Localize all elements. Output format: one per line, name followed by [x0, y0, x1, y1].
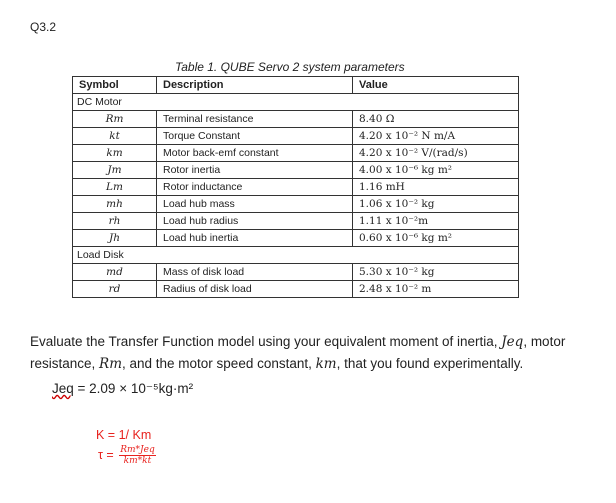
description-cell: Terminal resistance	[157, 111, 353, 128]
value-cell: 1.11 x 10⁻²m	[353, 213, 519, 230]
value-cell: 4.20 x 10⁻² V/(rad/s)	[353, 145, 519, 162]
table-header-row	[73, 77, 519, 94]
group-label: DC Motor	[73, 94, 519, 111]
table-row	[73, 196, 519, 213]
table-row	[73, 128, 519, 145]
symbol-cell: Rm	[73, 111, 157, 128]
symbol-cell: mh	[73, 196, 157, 213]
symbol-cell: rh	[73, 213, 157, 230]
table-row	[73, 179, 519, 196]
description-cell: Motor back-emf constant	[157, 145, 353, 162]
table-row	[73, 213, 519, 230]
question-part-2: , motor resistance,	[30, 334, 566, 371]
tau-label: τ =	[98, 447, 114, 462]
table-row	[73, 230, 519, 247]
symbol-rm: Rm	[99, 356, 122, 372]
parameters-table	[72, 76, 519, 298]
value-cell: 8.40 Ω	[353, 111, 519, 128]
question-part-4: , that you found experimentally.	[336, 356, 524, 371]
symbol-cell: kt	[73, 128, 157, 145]
description-cell: Radius of disk load	[157, 281, 353, 298]
value-cell: 5.30 x 10⁻² kg	[353, 264, 519, 281]
value-cell: 4.00 x 10⁻⁶ kg m²	[353, 162, 519, 179]
jeq-label: Jeq	[52, 381, 74, 396]
description-cell: Load hub radius	[157, 213, 353, 230]
question-number: Q3.2	[30, 20, 57, 34]
group-row-load-disk	[73, 247, 519, 264]
value-cell: 2.48 x 10⁻² m	[353, 281, 519, 298]
symbol-cell: rd	[73, 281, 157, 298]
header-symbol: Symbol	[73, 77, 157, 94]
question-part-3: , and the motor speed constant,	[122, 356, 316, 371]
description-cell: Mass of disk load	[157, 264, 353, 281]
description-cell: Rotor inductance	[157, 179, 353, 196]
table-row	[73, 145, 519, 162]
value-cell: 4.20 x 10⁻² N m/A	[353, 128, 519, 145]
question-part-1: Evaluate the Transfer Function model using your equivalent moment of inertia,	[30, 334, 502, 349]
gain-formula: K = 1/ Km	[96, 428, 152, 442]
header-description: Description	[157, 77, 353, 94]
tau-denominator: km*kt	[123, 456, 152, 466]
group-label: Load Disk	[73, 247, 519, 264]
group-row-dc-motor	[73, 94, 519, 111]
value-cell: 1.06 x 10⁻² kg	[353, 196, 519, 213]
symbol-cell: Jh	[73, 230, 157, 247]
jeq-answer	[52, 381, 193, 397]
symbol-cell: Lm	[73, 179, 157, 196]
jeq-value: = 2.09 × 10⁻⁵kg·m²	[73, 381, 194, 396]
header-value: Value	[353, 77, 519, 94]
symbol-cell: km	[73, 145, 157, 162]
tau-fraction	[119, 445, 156, 466]
table-caption: Table 1. QUBE Servo 2 system parameters	[175, 60, 405, 74]
symbol-cell: Jm	[73, 162, 157, 179]
description-cell: Load hub inertia	[157, 230, 353, 247]
tau-numerator: Rm*Jeq	[120, 445, 155, 455]
table-row	[73, 111, 519, 128]
symbol-cell: md	[73, 264, 157, 281]
description-cell: Rotor inertia	[157, 162, 353, 179]
table-row	[73, 281, 519, 298]
value-cell: 0.60 x 10⁻⁶ kg m²	[353, 230, 519, 247]
symbol-jeq: Jeq	[501, 334, 524, 350]
value-cell: 1.16 mH	[353, 179, 519, 196]
description-cell: Load hub mass	[157, 196, 353, 213]
symbol-km: km	[315, 356, 337, 372]
description-cell: Torque Constant	[157, 128, 353, 145]
table-row	[73, 264, 519, 281]
table-row	[73, 162, 519, 179]
question-text	[30, 331, 590, 375]
time-constant-formula	[98, 445, 156, 466]
